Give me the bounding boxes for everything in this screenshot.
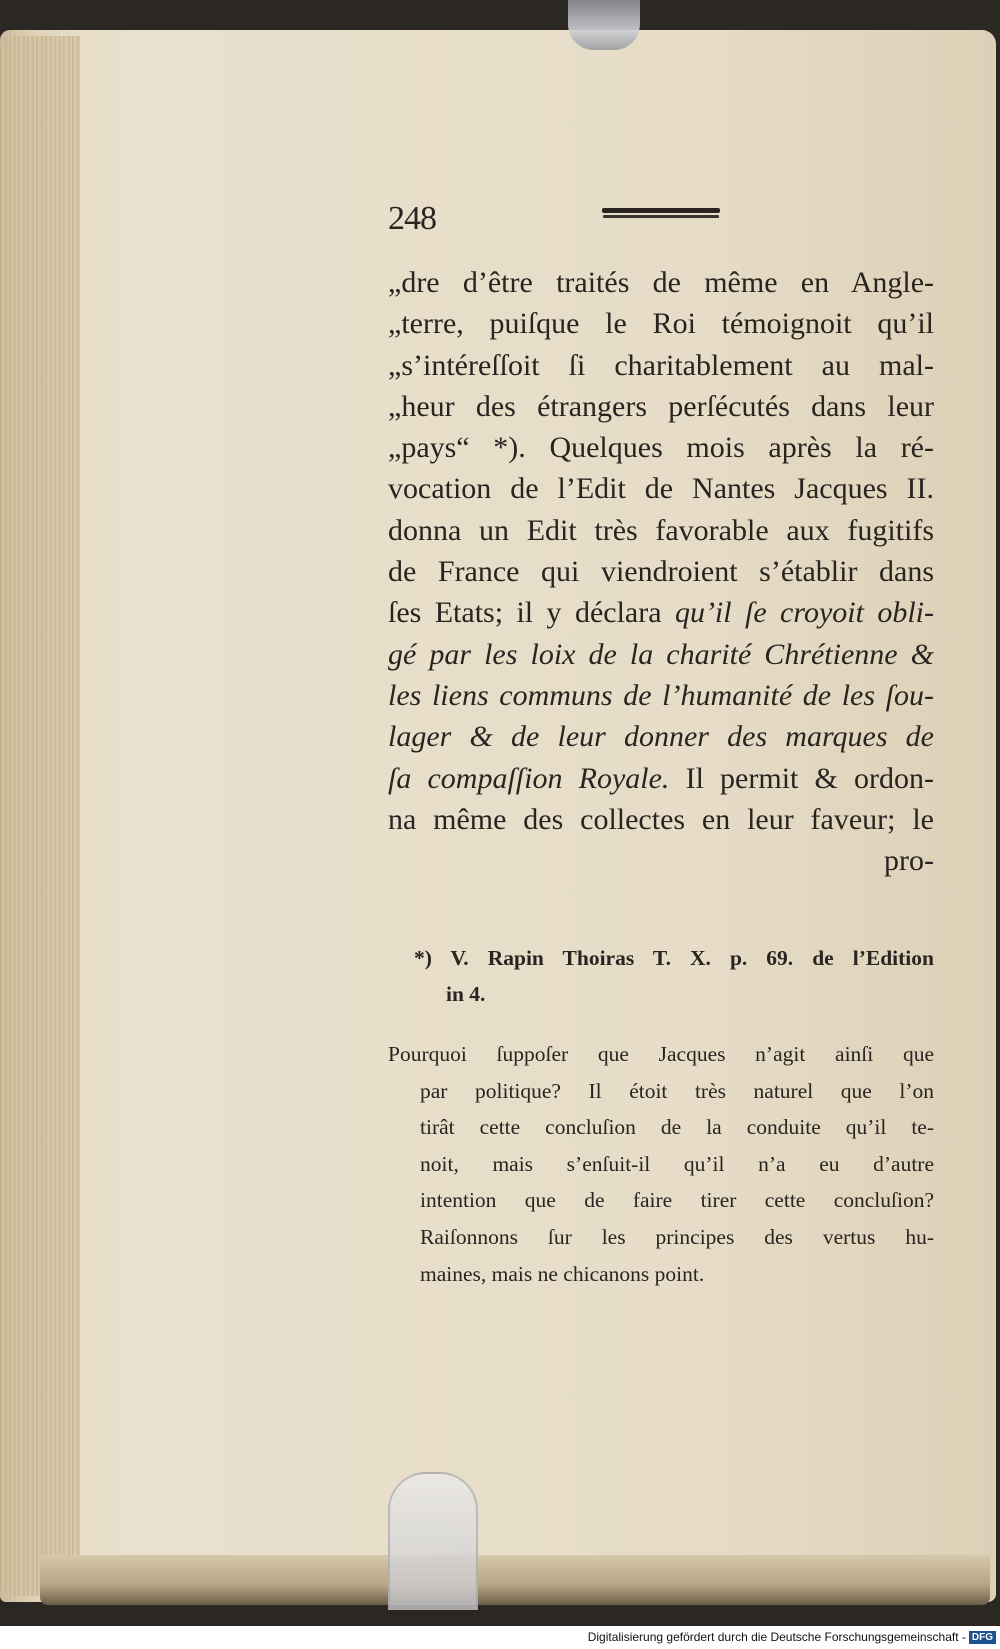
text-line: „s’intéreſſoit ſi charitablement au mal- (388, 348, 934, 382)
text-line: „pays“ *). Quelques mois après la ré- (388, 431, 934, 465)
text-line: lager & de leur donner des marques de (388, 720, 934, 754)
page-bottom-edge (40, 1555, 990, 1605)
main-text (388, 262, 934, 881)
note-line: Pourquoi ſuppoſer que Jacques n’agit ainſi que (388, 1042, 934, 1066)
italic-segment: qu’il ſe croyoit obli- (674, 596, 934, 630)
note-line: maines, mais ne chicanons point. (420, 1261, 705, 1286)
note-line: noit, mais s’enſuit-il qu’il n’a eu d’autre (420, 1151, 934, 1176)
text-line: „terre, puiſque le Roi témoignoit qu’il (388, 307, 934, 341)
note-line: par politique? Il étoit très naturel que l’on (420, 1078, 934, 1103)
text-line: na même des collectes en leur faveur; le (388, 802, 934, 836)
note-line: Raiſonnons ſur les principes des vertus hu- (420, 1224, 934, 1249)
annotation-note (388, 1036, 934, 1292)
footnote-line: *) V. Rapin Thoiras T. X. p. 69. de l’Edition (414, 946, 934, 970)
text-segment: Il permit & ordon- (685, 761, 934, 795)
text-line: les liens communs de l’humanité de les ſou- (388, 678, 934, 712)
text-line-mixed (388, 592, 934, 633)
digitization-credit (588, 1630, 996, 1644)
text-line: de France qui viendroient s’établir dans (388, 555, 934, 589)
italic-segment: ſa compaſſion Royale. (388, 761, 670, 795)
note-line: intention que de faire tirer cette concluſion? (420, 1188, 934, 1213)
note-line: tirât cette concluſion de la conduite qu’il te- (420, 1115, 934, 1140)
bottom-clip (388, 1472, 478, 1610)
text-segment: ſes Etats; il y déclara (388, 596, 662, 630)
text-line: donna un Edit très favorable aux fugitifs (388, 513, 934, 547)
text-line: gé par les loix de la charité Chrétienne & (388, 637, 934, 671)
dfg-logo: DFG (969, 1631, 996, 1644)
page-edges (0, 36, 80, 1596)
text-line-mixed (388, 758, 934, 799)
credit-text: Digitalisierung gefördert durch die Deutsche Forschungsgemeinschaft - (587, 1630, 966, 1644)
text-line: „heur des étrangers perſécutés dans leur (388, 389, 934, 423)
text-line: „dre d’être traités de même en Angle- (388, 266, 934, 299)
footnote-line: in 4. (446, 982, 486, 1006)
page-number: 248 (388, 200, 436, 237)
header-rule (602, 208, 720, 213)
catchword: pro- (884, 844, 934, 878)
footnote (388, 940, 934, 1012)
text-line: vocation de l’Edit de Nantes Jacques II. (388, 472, 934, 506)
top-clip (568, 0, 640, 50)
